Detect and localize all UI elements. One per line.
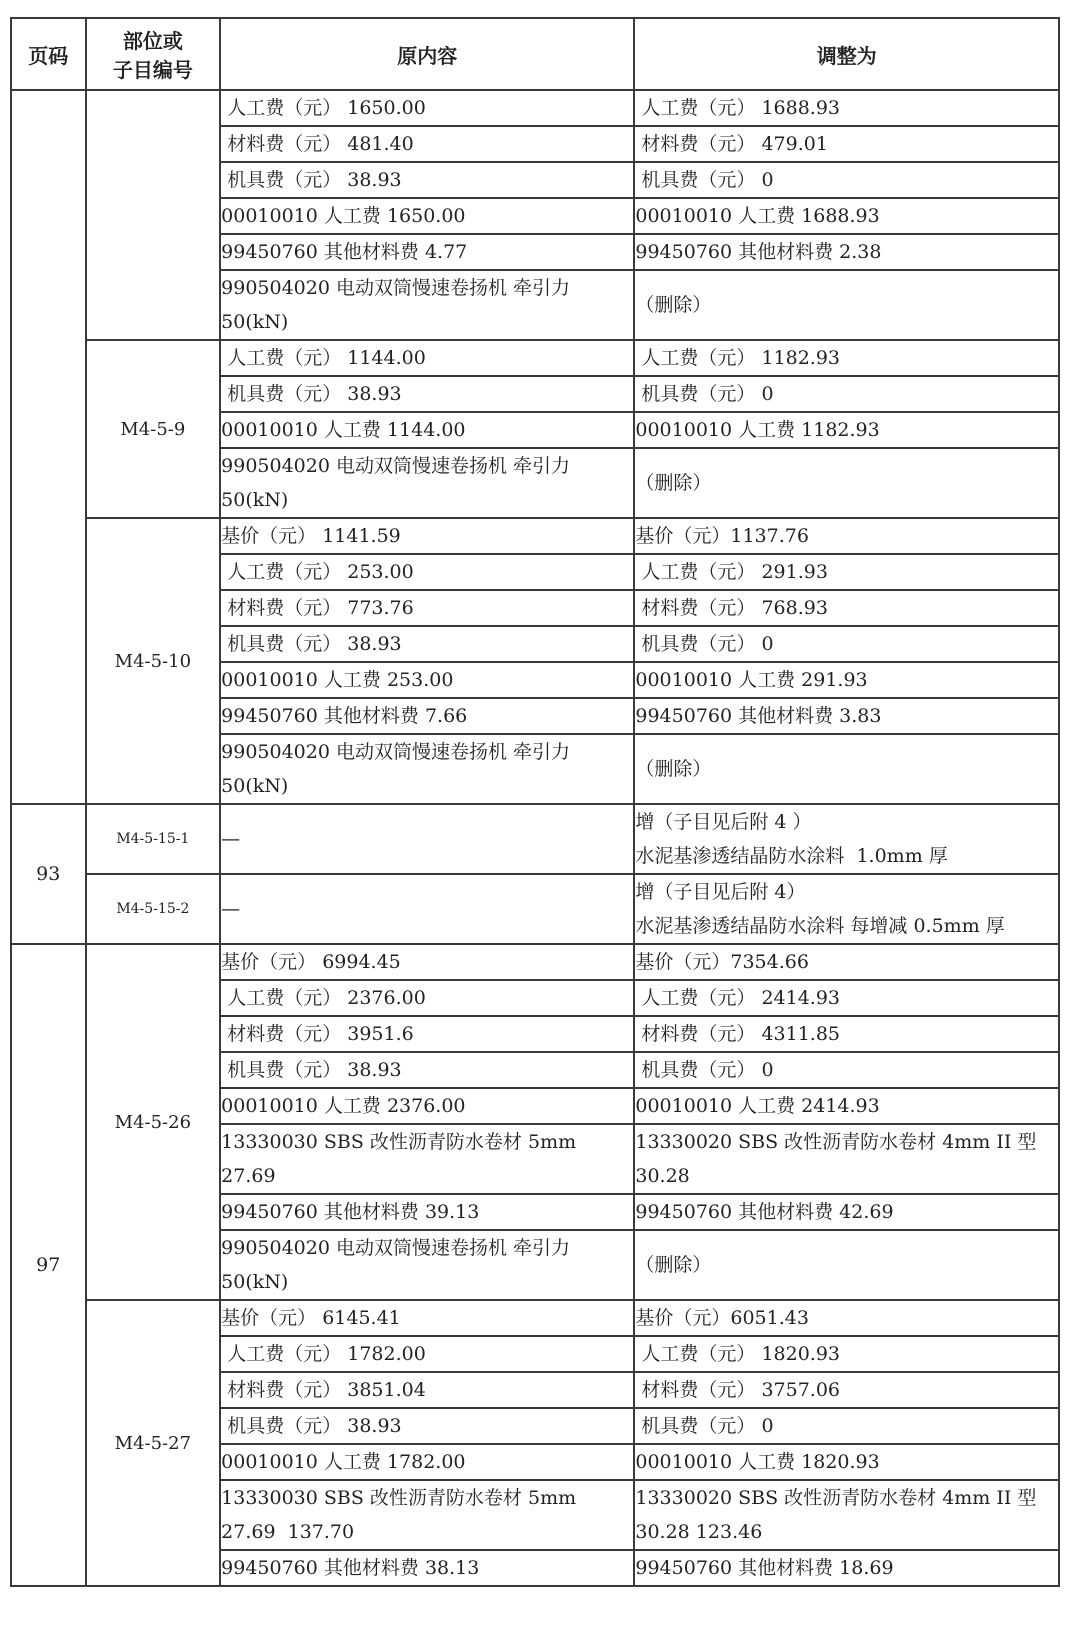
original-cell: 990504020 电动双筒慢速卷扬机 牵引力 50(kN) (220, 1230, 634, 1300)
original-cell: 机具费（元） 38.93 (220, 626, 634, 662)
adjusted-cell: 00010010 人工费 291.93 (634, 662, 1059, 698)
original-cell: 990504020 电动双筒慢速卷扬机 牵引力 50(kN) (220, 734, 634, 804)
page-cell-blank (11, 90, 86, 804)
original-cell: 13330030 SBS 改性沥青防水卷材 5mm 27.69 (220, 1124, 634, 1194)
original-cell: 人工费（元） 1650.00 (220, 90, 634, 126)
adjusted-cell: 材料费（元） 3757.06 (634, 1372, 1059, 1408)
adjusted-cell: 00010010 人工费 1688.93 (634, 198, 1059, 234)
adjusted-cell: 13330020 SBS 改性沥青防水卷材 4mm II 型 30.28 123.46 (634, 1480, 1059, 1550)
item-cell-blank (86, 90, 221, 340)
original-cell: 人工费（元） 2376.00 (220, 980, 634, 1016)
original-cell: 基价（元） 1141.59 (220, 518, 634, 554)
adjusted-cell: 机具费（元） 0 (634, 626, 1059, 662)
original-cell: 99450760 其他材料费 7.66 (220, 698, 634, 734)
original-cell: 机具费（元） 38.93 (220, 162, 634, 198)
original-cell: 990504020 电动双筒慢速卷扬机 牵引力 50(kN) (220, 448, 634, 518)
adjusted-cell: 材料费（元） 768.93 (634, 590, 1059, 626)
original-cell: 人工费（元） 1782.00 (220, 1336, 634, 1372)
table-row (11, 874, 1059, 944)
adjusted-cell: 人工费（元） 1820.93 (634, 1336, 1059, 1372)
adjusted-cell: 00010010 人工费 1820.93 (634, 1444, 1059, 1480)
adjusted-cell: 00010010 人工费 1182.93 (634, 412, 1059, 448)
adjusted-cell: 13330020 SBS 改性沥青防水卷材 4mm II 型 30.28 (634, 1124, 1059, 1194)
adjusted-cell: 99450760 其他材料费 3.83 (634, 698, 1059, 734)
original-cell: 00010010 人工费 2376.00 (220, 1088, 634, 1124)
adjusted-cell: 机具费（元） 0 (634, 162, 1059, 198)
adjusted-cell: （删除） (634, 734, 1059, 804)
adjusted-cell: 99450760 其他材料费 18.69 (634, 1550, 1059, 1586)
original-cell: 人工费（元） 253.00 (220, 554, 634, 590)
table-row (11, 944, 1059, 980)
header-adjusted: 调整为 (634, 18, 1059, 90)
adjustment-table (10, 17, 1060, 1587)
header-part-line2: 子目编号 (112, 58, 193, 82)
item-code: M4-5-27 (86, 1300, 221, 1586)
original-cell: 99450760 其他材料费 38.13 (220, 1550, 634, 1586)
adjusted-cell: 增（子目见后附 4 ） 水泥基渗透结晶防水涂料 1.0mm 厚 (634, 804, 1059, 874)
original-cell: 基价（元） 6145.41 (220, 1300, 634, 1336)
adjusted-cell: 00010010 人工费 2414.93 (634, 1088, 1059, 1124)
item-code: M4-5-26 (86, 944, 221, 1300)
original-cell: 材料费（元） 773.76 (220, 590, 634, 626)
table-row (11, 340, 1059, 376)
original-cell: 00010010 人工费 1650.00 (220, 198, 634, 234)
item-code: M4-5-10 (86, 518, 221, 804)
adjusted-cell: 人工费（元） 1688.93 (634, 90, 1059, 126)
adjusted-cell: 99450760 其他材料费 2.38 (634, 234, 1059, 270)
page-number: 97 (11, 944, 86, 1586)
item-code: M4-5-15-1 (86, 804, 221, 874)
adjusted-cell: 机具费（元） 0 (634, 1052, 1059, 1088)
original-cell: 人工费（元） 1144.00 (220, 340, 634, 376)
header-page: 页码 (11, 18, 86, 90)
adjusted-cell: （删除） (634, 448, 1059, 518)
adjusted-cell: 人工费（元） 1182.93 (634, 340, 1059, 376)
adjusted-cell: 增（子目见后附 4） 水泥基渗透结晶防水涂料 每增减 0.5mm 厚 (634, 874, 1059, 944)
original-cell: — (220, 874, 634, 944)
header-part (86, 18, 221, 90)
adjusted-cell: 机具费（元） 0 (634, 376, 1059, 412)
adjusted-cell: 材料费（元） 4311.85 (634, 1016, 1059, 1052)
original-cell: 99450760 其他材料费 4.77 (220, 234, 634, 270)
header-part-line1: 部位或 (122, 29, 183, 53)
adjusted-cell: 基价（元）7354.66 (634, 944, 1059, 980)
adjusted-cell: 基价（元）1137.76 (634, 518, 1059, 554)
table-row (11, 804, 1059, 874)
adjusted-cell: 99450760 其他材料费 42.69 (634, 1194, 1059, 1230)
original-cell: — (220, 804, 634, 874)
original-cell: 基价（元） 6994.45 (220, 944, 634, 980)
adjusted-cell: 人工费（元） 2414.93 (634, 980, 1059, 1016)
original-cell: 99450760 其他材料费 39.13 (220, 1194, 634, 1230)
adjusted-cell: （删除） (634, 1230, 1059, 1300)
original-cell: 材料费（元） 481.40 (220, 126, 634, 162)
adjusted-cell: （删除） (634, 270, 1059, 340)
original-cell: 990504020 电动双筒慢速卷扬机 牵引力 50(kN) (220, 270, 634, 340)
table-row (11, 1300, 1059, 1336)
table-row (11, 518, 1059, 554)
header-original: 原内容 (220, 18, 634, 90)
original-cell: 00010010 人工费 253.00 (220, 662, 634, 698)
adjusted-cell: 基价（元）6051.43 (634, 1300, 1059, 1336)
original-cell: 13330030 SBS 改性沥青防水卷材 5mm 27.69 137.70 (220, 1480, 634, 1550)
adjusted-cell: 材料费（元） 479.01 (634, 126, 1059, 162)
original-cell: 材料费（元） 3851.04 (220, 1372, 634, 1408)
original-cell: 机具费（元） 38.93 (220, 1052, 634, 1088)
page-number: 93 (11, 804, 86, 944)
original-cell: 机具费（元） 38.93 (220, 1408, 634, 1444)
item-code: M4-5-9 (86, 340, 221, 518)
adjusted-cell: 机具费（元） 0 (634, 1408, 1059, 1444)
original-cell: 00010010 人工费 1144.00 (220, 412, 634, 448)
adjusted-cell: 人工费（元） 291.93 (634, 554, 1059, 590)
original-cell: 材料费（元） 3951.6 (220, 1016, 634, 1052)
original-cell: 机具费（元） 38.93 (220, 376, 634, 412)
header-row (11, 18, 1059, 90)
original-cell: 00010010 人工费 1782.00 (220, 1444, 634, 1480)
table-row (11, 90, 1059, 126)
item-code: M4-5-15-2 (86, 874, 221, 944)
